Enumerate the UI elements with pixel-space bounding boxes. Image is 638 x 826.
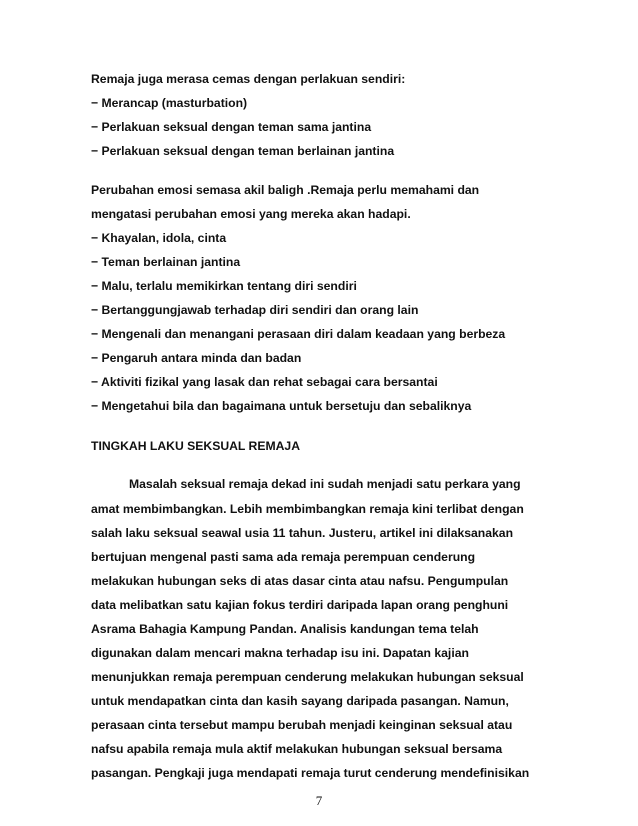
paragraph-line: untuk mendapatkan cinta dan kasih sayang daripada pasangan. Namun, (91, 694, 509, 708)
list-item: − Malu, terlalu memikirkan tentang diri sendiri (91, 279, 357, 293)
paragraph-line: menunjukkan remaja perempuan cenderung melakukan hubungan seksual (91, 670, 524, 684)
paragraph-line: pasangan. Pengkaji juga mendapati remaja turut cenderung mendefinisikan (91, 766, 530, 780)
list-item: − Teman berlainan jantina (91, 255, 241, 269)
list-item: − Perlakuan seksual dengan teman berlainan jantina (91, 144, 395, 158)
paragraph-line: perasaan cinta tersebut mampu berubah menjadi keinginan seksual atau (91, 718, 513, 732)
list-item: − Mengetahui bila dan bagaimana untuk bersetuju dan sebaliknya (91, 399, 472, 413)
section2-intro-line: Perubahan emosi semasa akil baligh .Remaja perlu memahami dan (91, 183, 480, 197)
list-item: − Pengaruh antara minda dan badan (91, 351, 302, 365)
paragraph-line: amat membimbangkan. Lebih membimbangkan remaja kini terlibat dengan (91, 502, 524, 516)
paragraph-line: salah laku seksual seawal usia 11 tahun. Justeru, artikel ini dilaksanakan (91, 526, 514, 540)
paragraph-line: Masalah seksual remaja dekad ini sudah menjadi satu perkara yang (129, 477, 521, 491)
paragraph-line: melakukan hubungan seks di atas dasar cinta atau nafsu. Pengumpulan (91, 574, 509, 588)
paragraph-line: digunakan dalam mencari makna terhadap isu ini. Dapatan kajian (91, 646, 469, 660)
section-heading: TINGKAH LAKU SEKSUAL REMAJA (91, 439, 301, 453)
list-item: − Perlakuan seksual dengan teman sama jantina (91, 120, 372, 134)
list-item: − Mengenali dan menangani perasaan diri dalam keadaan yang berbeza (91, 327, 506, 341)
paragraph-line: bertujuan mengenal pasti sama ada remaja perempuan cenderung (91, 550, 476, 564)
section1-intro: Remaja juga merasa cemas dengan perlakuan sendiri: (91, 72, 406, 86)
list-item: − Bertanggungjawab terhadap diri sendiri dan orang lain (91, 303, 419, 317)
page-number: 7 (315, 793, 323, 808)
section2-intro-line: mengatasi perubahan emosi yang mereka akan hadapi. (91, 207, 411, 221)
list-item: − Merancap (masturbation) (91, 96, 248, 110)
paragraph-line: Asrama Bahagia Kampung Pandan. Analisis kandungan tema telah (91, 622, 479, 636)
paragraph-line: nafsu apabila remaja mula aktif melakukan hubungan seksual bersama (91, 742, 503, 756)
list-item: − Aktiviti fizikal yang lasak dan rehat sebagai cara bersantai (91, 375, 438, 389)
paragraph-line: data melibatkan satu kajian fokus terdiri daripada lapan orang penghuni (91, 598, 509, 612)
list-item: − Khayalan, idola, cinta (91, 231, 227, 245)
